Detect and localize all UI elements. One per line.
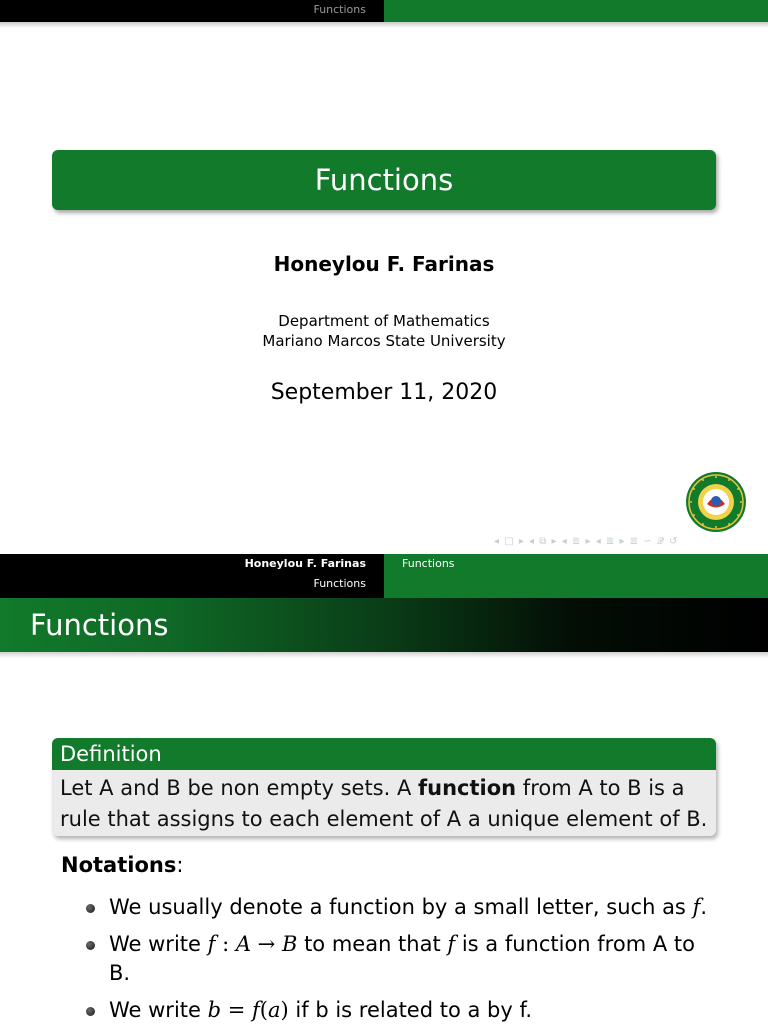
bullet2-A: A	[235, 932, 251, 956]
bullet3-paren-close: )	[280, 998, 289, 1022]
definition-text-before: Let A and B be non empty sets. A	[60, 776, 419, 800]
university-seal-logo	[685, 471, 747, 533]
bullet3-eq: =	[221, 998, 253, 1022]
slide1-header-section[interactable]: Functions	[313, 3, 366, 16]
department: Department of Mathematics	[278, 312, 490, 330]
bullet2-arrow: →	[251, 932, 282, 956]
bullet3-b: b	[207, 998, 222, 1022]
definition-body	[52, 770, 716, 835]
institute	[0, 311, 768, 351]
bullet3-paren-open: (	[259, 998, 268, 1022]
author-name: Honeylou F. Farinas	[273, 252, 495, 276]
bullet2-mid: to mean that	[297, 932, 448, 956]
bullet1-var: f	[692, 895, 701, 919]
beamer-navigation-bar[interactable]: ◂ □ ▸ ◂ ⧉ ▸ ◂ ≣ ▸ ◂ ≣ ▸ ≣ ∽ 𝓠 ↺	[494, 536, 679, 547]
frame-title: Functions	[0, 598, 768, 652]
list-item	[84, 893, 714, 922]
slide1-header-right	[384, 0, 768, 22]
bullet2-pre: We write	[109, 932, 208, 956]
bullet1-end: .	[700, 895, 708, 919]
notations-label: Notations	[61, 853, 177, 877]
slide2-header-section-right[interactable]: Functions	[402, 557, 455, 570]
bullet2-B: B	[281, 932, 298, 956]
bullet2-f: f	[207, 932, 216, 956]
definition-title: Definition	[52, 738, 716, 770]
bullet3-f: f	[252, 998, 260, 1022]
bullet2-f2: f	[447, 932, 456, 956]
definition-bold-term: function	[418, 776, 517, 800]
title-box: Functions	[52, 150, 716, 210]
bullet2-colon: :	[215, 932, 236, 956]
list-item	[84, 996, 714, 1025]
presentation-date: September 11, 2020	[270, 380, 498, 405]
definition-block	[52, 738, 716, 836]
bullet3-post: if b is related to a by f.	[288, 998, 532, 1022]
bullet3-a: a	[268, 998, 281, 1022]
bullet3-pre: We write	[109, 998, 208, 1022]
university: Mariano Marcos State University	[262, 332, 506, 350]
slide2-header-section-left[interactable]: Functions	[313, 577, 366, 590]
list-item	[84, 930, 714, 988]
slide2-header-author[interactable]: Honeylou F. Farinas	[244, 557, 366, 570]
bullet2-post: is a function from A to B.	[109, 932, 695, 985]
slide1-header-shadow	[0, 22, 768, 28]
bullet1-text: We usually denote a function by a small letter, such as	[109, 895, 693, 919]
frame-title-shadow	[0, 652, 768, 658]
notations-list	[84, 893, 714, 1033]
definition-text-after: from A to B is a rule that assigns to each element of A a unique element of B.	[60, 776, 708, 831]
notations-heading	[61, 853, 183, 877]
notations-colon: :	[176, 853, 184, 877]
